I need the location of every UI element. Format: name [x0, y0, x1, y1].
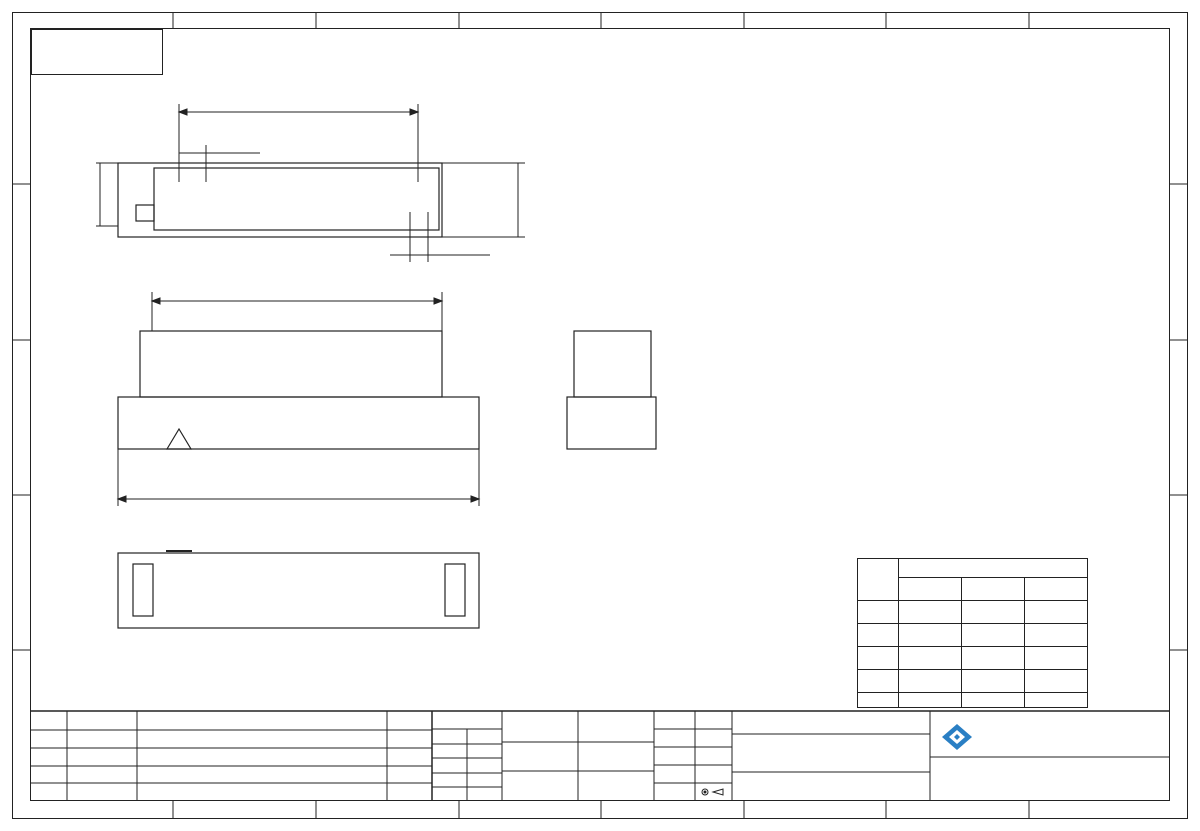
company-logo-icon [942, 724, 972, 750]
projection-symbol [702, 789, 723, 795]
